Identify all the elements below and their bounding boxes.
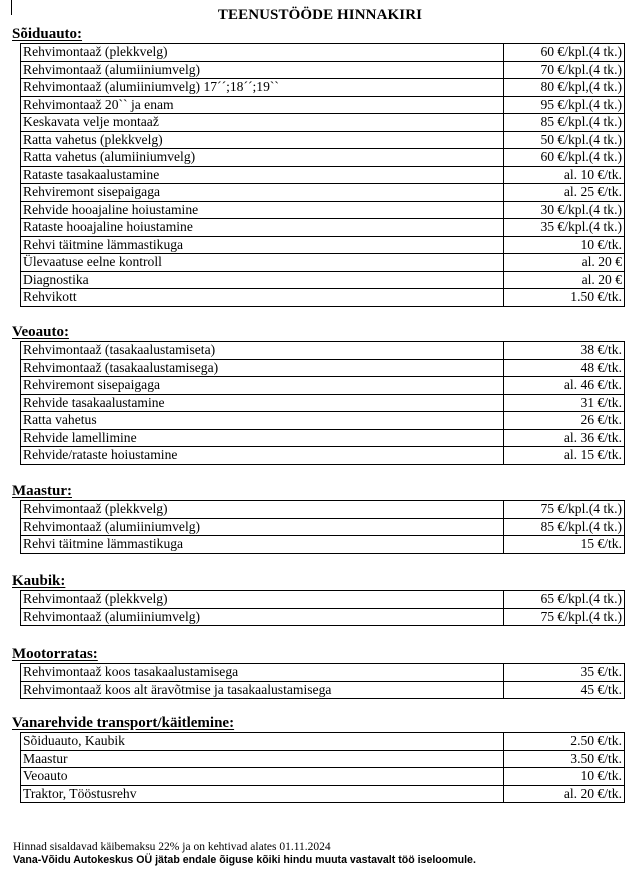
section-heading: Sõiduauto: [12, 26, 83, 42]
service-name: Rehvide lamellimine [21, 429, 504, 447]
price-row [21, 608, 625, 626]
section-heading: Maastur: [12, 483, 72, 499]
price-row [21, 166, 625, 184]
price-table [20, 43, 625, 307]
section-heading: Vanarehvide transport/käitlemine: [12, 715, 235, 731]
service-price: 31 €/tk. [504, 394, 625, 412]
service-price: 75 €/kpl.(4 tk.) [504, 501, 625, 519]
service-name: Maastur [21, 750, 504, 768]
price-row [21, 201, 625, 219]
price-row [21, 79, 625, 97]
vat-note: Hinnad sisaldavad käibemaksu 22% ja on kehtivad alates 01.11.2024 [13, 841, 331, 853]
price-row [21, 236, 625, 254]
price-row [21, 359, 625, 377]
service-price: 35 €/tk. [504, 664, 625, 682]
price-row [21, 664, 625, 682]
service-price: 1.50 €/tk. [504, 289, 625, 307]
price-table [20, 732, 625, 803]
service-price: al. 15 €/tk. [504, 447, 625, 465]
service-name: Rehvimontaaž koos alt äravõtmise ja tasakaalustamisega [21, 681, 504, 699]
service-price: al. 46 €/tk. [504, 377, 625, 395]
service-price: 30 €/kpl.(4 tk.) [504, 201, 625, 219]
service-price: al. 25 €/tk. [504, 184, 625, 202]
service-price: 48 €/tk. [504, 359, 625, 377]
price-row [21, 271, 625, 289]
price-row [21, 412, 625, 430]
service-name: Rehvimontaaž 20`` ja enam [21, 96, 504, 114]
price-row [21, 518, 625, 536]
price-row [21, 149, 625, 167]
section-soiduauto [13, 25, 625, 307]
section-maastur [13, 482, 625, 554]
service-name: Keskavata velje montaaž [21, 114, 504, 132]
service-name: Rehvimontaaž (alumiiniumvelg) [21, 518, 504, 536]
service-name: Rehvimontaaž (alumiiniumvelg) [21, 61, 504, 79]
service-price: 80 €/kpl,(4 tk.) [504, 79, 625, 97]
service-price: 60 €/kpl.(4 tk.) [504, 149, 625, 167]
service-price: 38 €/tk. [504, 342, 625, 360]
price-row [21, 733, 625, 751]
section-veoauto [13, 323, 625, 465]
price-row [21, 377, 625, 395]
service-name: Rehvide tasakaalustamine [21, 394, 504, 412]
price-row [21, 750, 625, 768]
service-price: al. 20 € [504, 254, 625, 272]
service-name: Rataste hooajaline hoiustamine [21, 219, 504, 237]
service-price: al. 36 €/tk. [504, 429, 625, 447]
price-row [21, 114, 625, 132]
price-table [20, 500, 625, 554]
price-row [21, 681, 625, 699]
service-price: 26 €/tk. [504, 412, 625, 430]
price-row [21, 184, 625, 202]
service-price: 85 €/kpl.(4 tk.) [504, 518, 625, 536]
price-row [21, 785, 625, 803]
service-name: Rehvimontaaž (plekkvelg) [21, 44, 504, 62]
service-price: 50 €/kpl.(4 tk.) [504, 131, 625, 149]
service-name: Rehvikott [21, 289, 504, 307]
service-name: Ratta vahetus (plekkvelg) [21, 131, 504, 149]
service-price: 3.50 €/tk. [504, 750, 625, 768]
service-name: Rehvimontaaž (tasakaalustamiseta) [21, 342, 504, 360]
service-price: al. 20 €/tk. [504, 785, 625, 803]
service-price: 65 €/kpl.(4 tk.) [504, 591, 625, 609]
service-price: 75 €/kpl.(4 tk.) [504, 608, 625, 626]
service-name: Ülevaatuse eelne kontroll [21, 254, 504, 272]
price-table [20, 590, 625, 626]
service-price: 35 €/kpl.(4 tk.) [504, 219, 625, 237]
price-row [21, 96, 625, 114]
service-name: Rehvimontaaž (tasakaalustamisega) [21, 359, 504, 377]
section-heading: Mootorratas: [12, 646, 98, 662]
service-price: 45 €/tk. [504, 681, 625, 699]
section-heading: Kaubik: [12, 573, 66, 589]
service-name: Ratta vahetus [21, 412, 504, 430]
service-name: Traktor, Tööstusrehv [21, 785, 504, 803]
service-name: Rehviremont sisepaigaga [21, 184, 504, 202]
section-heading: Veoauto: [12, 324, 69, 340]
service-name: Rehviremont sisepaigaga [21, 377, 504, 395]
section-mootorratas [13, 645, 625, 699]
section-vanarehvide-transport [13, 714, 625, 803]
service-name: Rehvimontaaž (alumiiniumvelg) 17´´;18´´;19`` [21, 79, 504, 97]
price-table [20, 341, 625, 465]
service-name: Ratta vahetus (alumiiniumvelg) [21, 149, 504, 167]
page-title: TEENUSTÖÖDE HINNAKIRI [217, 7, 423, 23]
service-name: Rehvi täitmine lämmastikuga [21, 236, 504, 254]
service-price: 60 €/kpl.(4 tk.) [504, 44, 625, 62]
price-row [21, 219, 625, 237]
service-name: Rehvimontaaž (plekkvelg) [21, 501, 504, 519]
price-row [21, 289, 625, 307]
section-kaubik [13, 572, 625, 626]
service-price: 85 €/kpl.(4 tk.) [504, 114, 625, 132]
price-row [21, 501, 625, 519]
price-row [21, 591, 625, 609]
service-name: Diagnostika [21, 271, 504, 289]
service-name: Veoauto [21, 768, 504, 786]
service-name: Rehvimontaaž (plekkvelg) [21, 591, 504, 609]
service-name: Rehvi täitmine lämmastikuga [21, 536, 504, 554]
service-name: Rataste tasakaalustamine [21, 166, 504, 184]
service-name: Sõiduauto, Kaubik [21, 733, 504, 751]
price-row [21, 394, 625, 412]
price-row [21, 447, 625, 465]
service-name: Rehvimontaaž koos tasakaalustamisega [21, 664, 504, 682]
service-price: 10 €/tk. [504, 768, 625, 786]
service-price: 15 €/tk. [504, 536, 625, 554]
price-row [21, 61, 625, 79]
price-table [20, 663, 625, 699]
price-change-disclaimer: Vana-Võidu Autokeskus OÜ jätab endale õiguse kõiki hindu muuta vastavalt töö iseloomule. [13, 854, 476, 866]
price-row [21, 44, 625, 62]
service-price: 70 €/kpl.(4 tk.) [504, 61, 625, 79]
price-row [21, 342, 625, 360]
price-row [21, 429, 625, 447]
service-name: Rehvide hooajaline hoiustamine [21, 201, 504, 219]
service-price: 10 €/tk. [504, 236, 625, 254]
service-name: Rehvide/rataste hoiustamine [21, 447, 504, 465]
service-name: Rehvimontaaž (alumiiniumvelg) [21, 608, 504, 626]
price-row [21, 536, 625, 554]
service-price: al. 10 €/tk. [504, 166, 625, 184]
price-row [21, 131, 625, 149]
service-price: 2.50 €/tk. [504, 733, 625, 751]
service-price: al. 20 € [504, 271, 625, 289]
price-row [21, 768, 625, 786]
price-row [21, 254, 625, 272]
service-price: 95 €/kpl.(4 tk.) [504, 96, 625, 114]
